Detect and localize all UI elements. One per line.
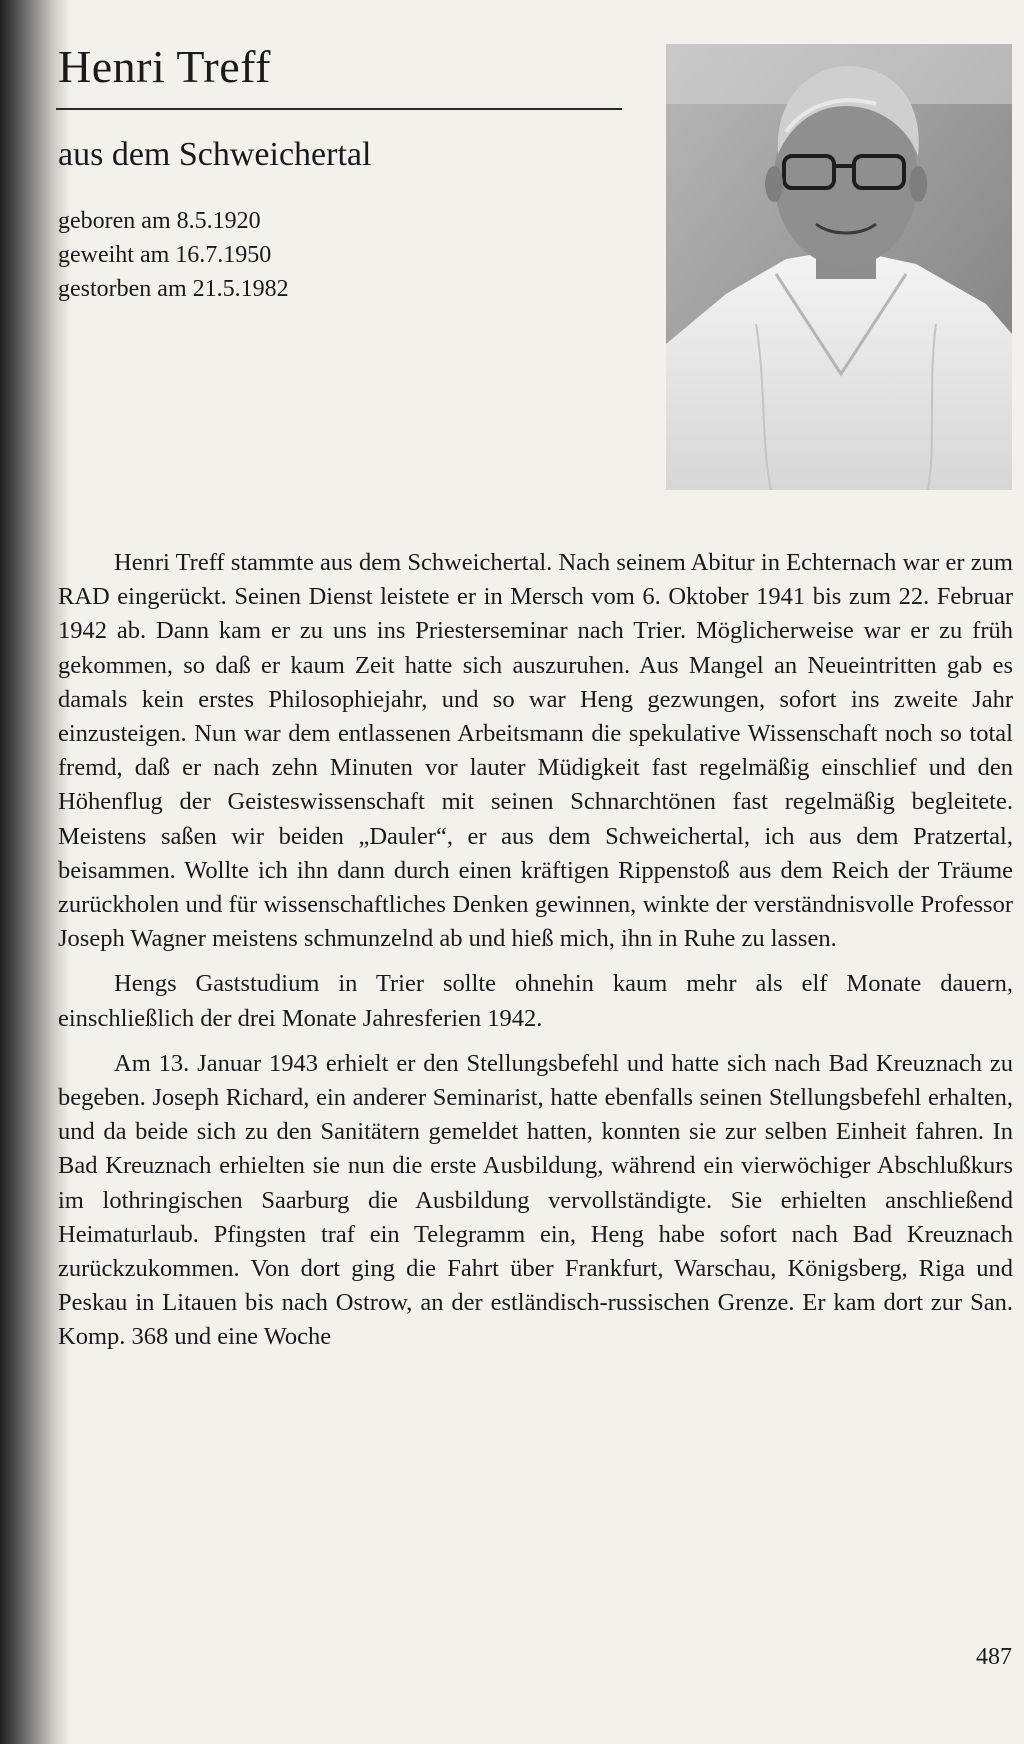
portrait-photo [666,44,1012,490]
page-number: 487 [976,1644,1012,1670]
paragraph-3: Am 13. Januar 1943 erhielt er den Stellungsbefehl und hatte sich nach Bad Kreuznach zu begeben. Joseph Richard, ein anderer Seminarist, hatte ebenfalls seinen Stellungsbefehl erhalten, und da beide sich zu den Sanitätern gemeldet hatten, konnten sie zur selben Einheit fahren. In Bad Kreuznach erhielten sie nun die erste Ausbildung, während ein vierwöchiger Abschlußkurs im lothringischen Saarburg die Ausbildung vervollständigte. Sie erhielten anschließend Heimaturlaub. Pfingsten traf ein Telegramm ein, Heng habe sofort nach Bad Kreuznach zurückzukommen. Von dort ging die Fahrt über Frankfurt, Warschau, Königsberg, Riga und Peskau in Litauen bis nach Ostrow, an der estländisch-russischen Grenze. Er kam dort zur San. Komp. 368 und eine Woche [58,1049,1013,1351]
page-subtitle: aus dem Schweichertal [58,136,372,173]
portrait-image [666,44,1012,490]
article-body [58,546,1013,1366]
page-title: Henri Treff [58,41,271,92]
paragraph-1: Henri Treff stammte aus dem Schweichertal. Nach seinem Abitur in Echternach war er zum RAD eingerückt. Seinen Dienst leistete er in Mersch vom 6. Oktober 1941 bis zum 22. Februar 1942 ab. Dann kam er zu uns ins Priesterseminar nach Trier. Möglicherweise war er zu früh gekommen, so daß er kaum Zeit hatte sich auszuruhen. Aus Mangel an Neueintritten gab es damals kein erstes Philosophiejahr, und so war Heng gezwungen, sofort ins zweite Jahr einzusteigen. Nun war dem entlassenen Arbeitsmann die spekulative Wissenschaft noch so total fremd, daß er nach zehn Minuten vor lauter Müdigkeit fast regelmäßig einschlief und den Höhenflug der Geisteswissenschaft mit seinen Schnarchtönen fast regelmäßig begleitete. Meistens saßen wir beiden „Dauler“, er aus dem Schweichertal, ich aus dem Pratzertal, beisammen. Wollte ich ihn dann durch einen kräftigen Rippenstoß aus dem Reich der Träume zurückholen und für wissenschaftliches Denken gewinnen, winkte der verständnisvolle Professor Joseph Wagner meistens schmunzelnd ab und hieß mich, ihn in Ruhe zu lassen. [58,549,1013,953]
birth-date: geboren am 8.5.1920 [58,208,261,234]
death-date: gestorben am 21.5.1982 [58,276,289,302]
title-rule [56,108,622,110]
paragraph-2: Hengs Gaststudium in Trier sollte ohnehin kaum mehr als elf Monate dauern, einschließlich der drei Monate Jahresferien 1942. [58,970,1013,1032]
life-dates [58,204,289,306]
ordination-date: geweiht am 16.7.1950 [58,242,272,268]
